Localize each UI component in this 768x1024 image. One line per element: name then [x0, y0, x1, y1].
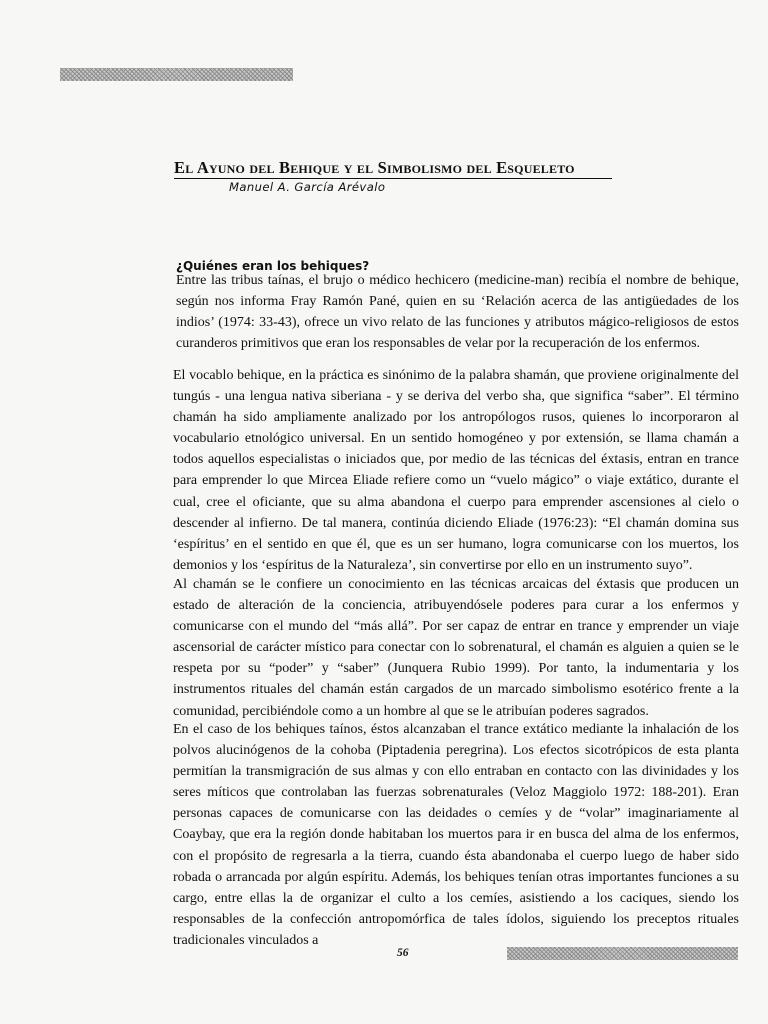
section-heading: ¿Quiénes eran los behiques? [176, 259, 370, 273]
paragraph-3: Al chamán se le confiere un conocimiento en las técnicas arcaicas del éxtasis que producen un estado de alteración de la conciencia, atribuyendósele poderes para curar a los enfermos y comunicarse con el mundo del “más allá”. Por ser capaz de entrar en trance y emprender un viaje ascensorial de carácter místico para conectar con lo sobrenatural, el chamán es alguien a quien se le respeta por su “poder” y “saber” (Junquera Rubio 1999). Por tanto, la indumentaria y los instrumentos rituales del chamán están cargados de un marcado simbolismo esotérico frente a la comunidad, percibiéndole como a un hombre al que se le atribuían poderes sagrados. [173, 577, 739, 719]
author-name: Manuel A. García Arévalo [229, 180, 386, 194]
paragraph-2: El vocablo behique, en la práctica es sinónimo de la palabra shamán, que proviene originalmente del tungús - una lengua nativa siberiana - y se deriva del verbo sha, que significa “saber”. El término chamán ha sido ampliamente analizado por los antropólogos rusos, quienes lo incorporaron al vocabulario etnológico universal. En un sentido homogéneo y por extensión, se llama chamán a todos aquellos especialistas o iniciados que, por medio de las técnicas del éxtasis, entran en trance para emprender lo que Mircea Eliade refiere como un “vuelo mágico” o viaje extático, durante el cual, cree el oficiante, que su alma abandona el cuerpo para emprender ascensiones al cielo o descender al infierno. De tal manera, continúa diciendo Eliade (1976:23): “El chamán domina sus ‘espíritus’ en el sentido en que él, que es un ser humano, logra comunicarse con los muertos, los demonios y los ‘espíritus de la Naturaleza’, sin convertirse por ello en un instrumento suyo”. [173, 368, 739, 573]
title-underline [174, 178, 612, 179]
paragraph-1: Entre las tribus taínas, el brujo o médico hechicero (medicine-man) recibía el nombre de behique, según nos informa Fray Ramón Pané, quien en su ‘Relación acerca de las antigüedades de los indios’ (1974: 33-43), ofrece un vivo relato de las funciones y atributos mágico-religiosos de estos curanderos primitivos que eran los responsables de velar por la recuperación de los enfermos. [176, 273, 739, 352]
decorative-bar-top [60, 68, 293, 81]
article-title: El Ayuno del Behique y el Simbolismo del Esqueleto [174, 158, 575, 177]
paragraph-4: En el caso de los behiques taínos, éstos alcanzaban el trance extático mediante la inhalación de los polvos alucinógenos de la cohoba (Piptadenia peregrina). Los efectos sicotrópicos de esta planta permitían la transmigración de sus almas y con ello entraban en contacto con las divinidades y los seres míticos que controlaban las fuerzas sobrenaturales (Veloz Maggiolo 1972: 188-201). Eran personas capaces de comunicarse con las deidades o cemíes y de “volar” imaginariamente al Coaybay, que era la región donde habitaban los muertos para ir en busca del alma de los enfermos, con el propósito de regresarla a la tierra, cuando ésta abandonaba el cuerpo luego de haber sido robada o arrancada por algún espíritu. Además, los behiques tenían otras importantes funciones a su cargo, entre ellas la de organizar el culto a los cemíes, asistiendo a los caciques, siendo los responsables de la confección antropomórfica de tales ídolos, siguiendo los preceptos rituales tradicionales vinculados a [173, 722, 739, 948]
decorative-bar-bottom [507, 947, 738, 960]
page-number: 56 [397, 947, 409, 959]
